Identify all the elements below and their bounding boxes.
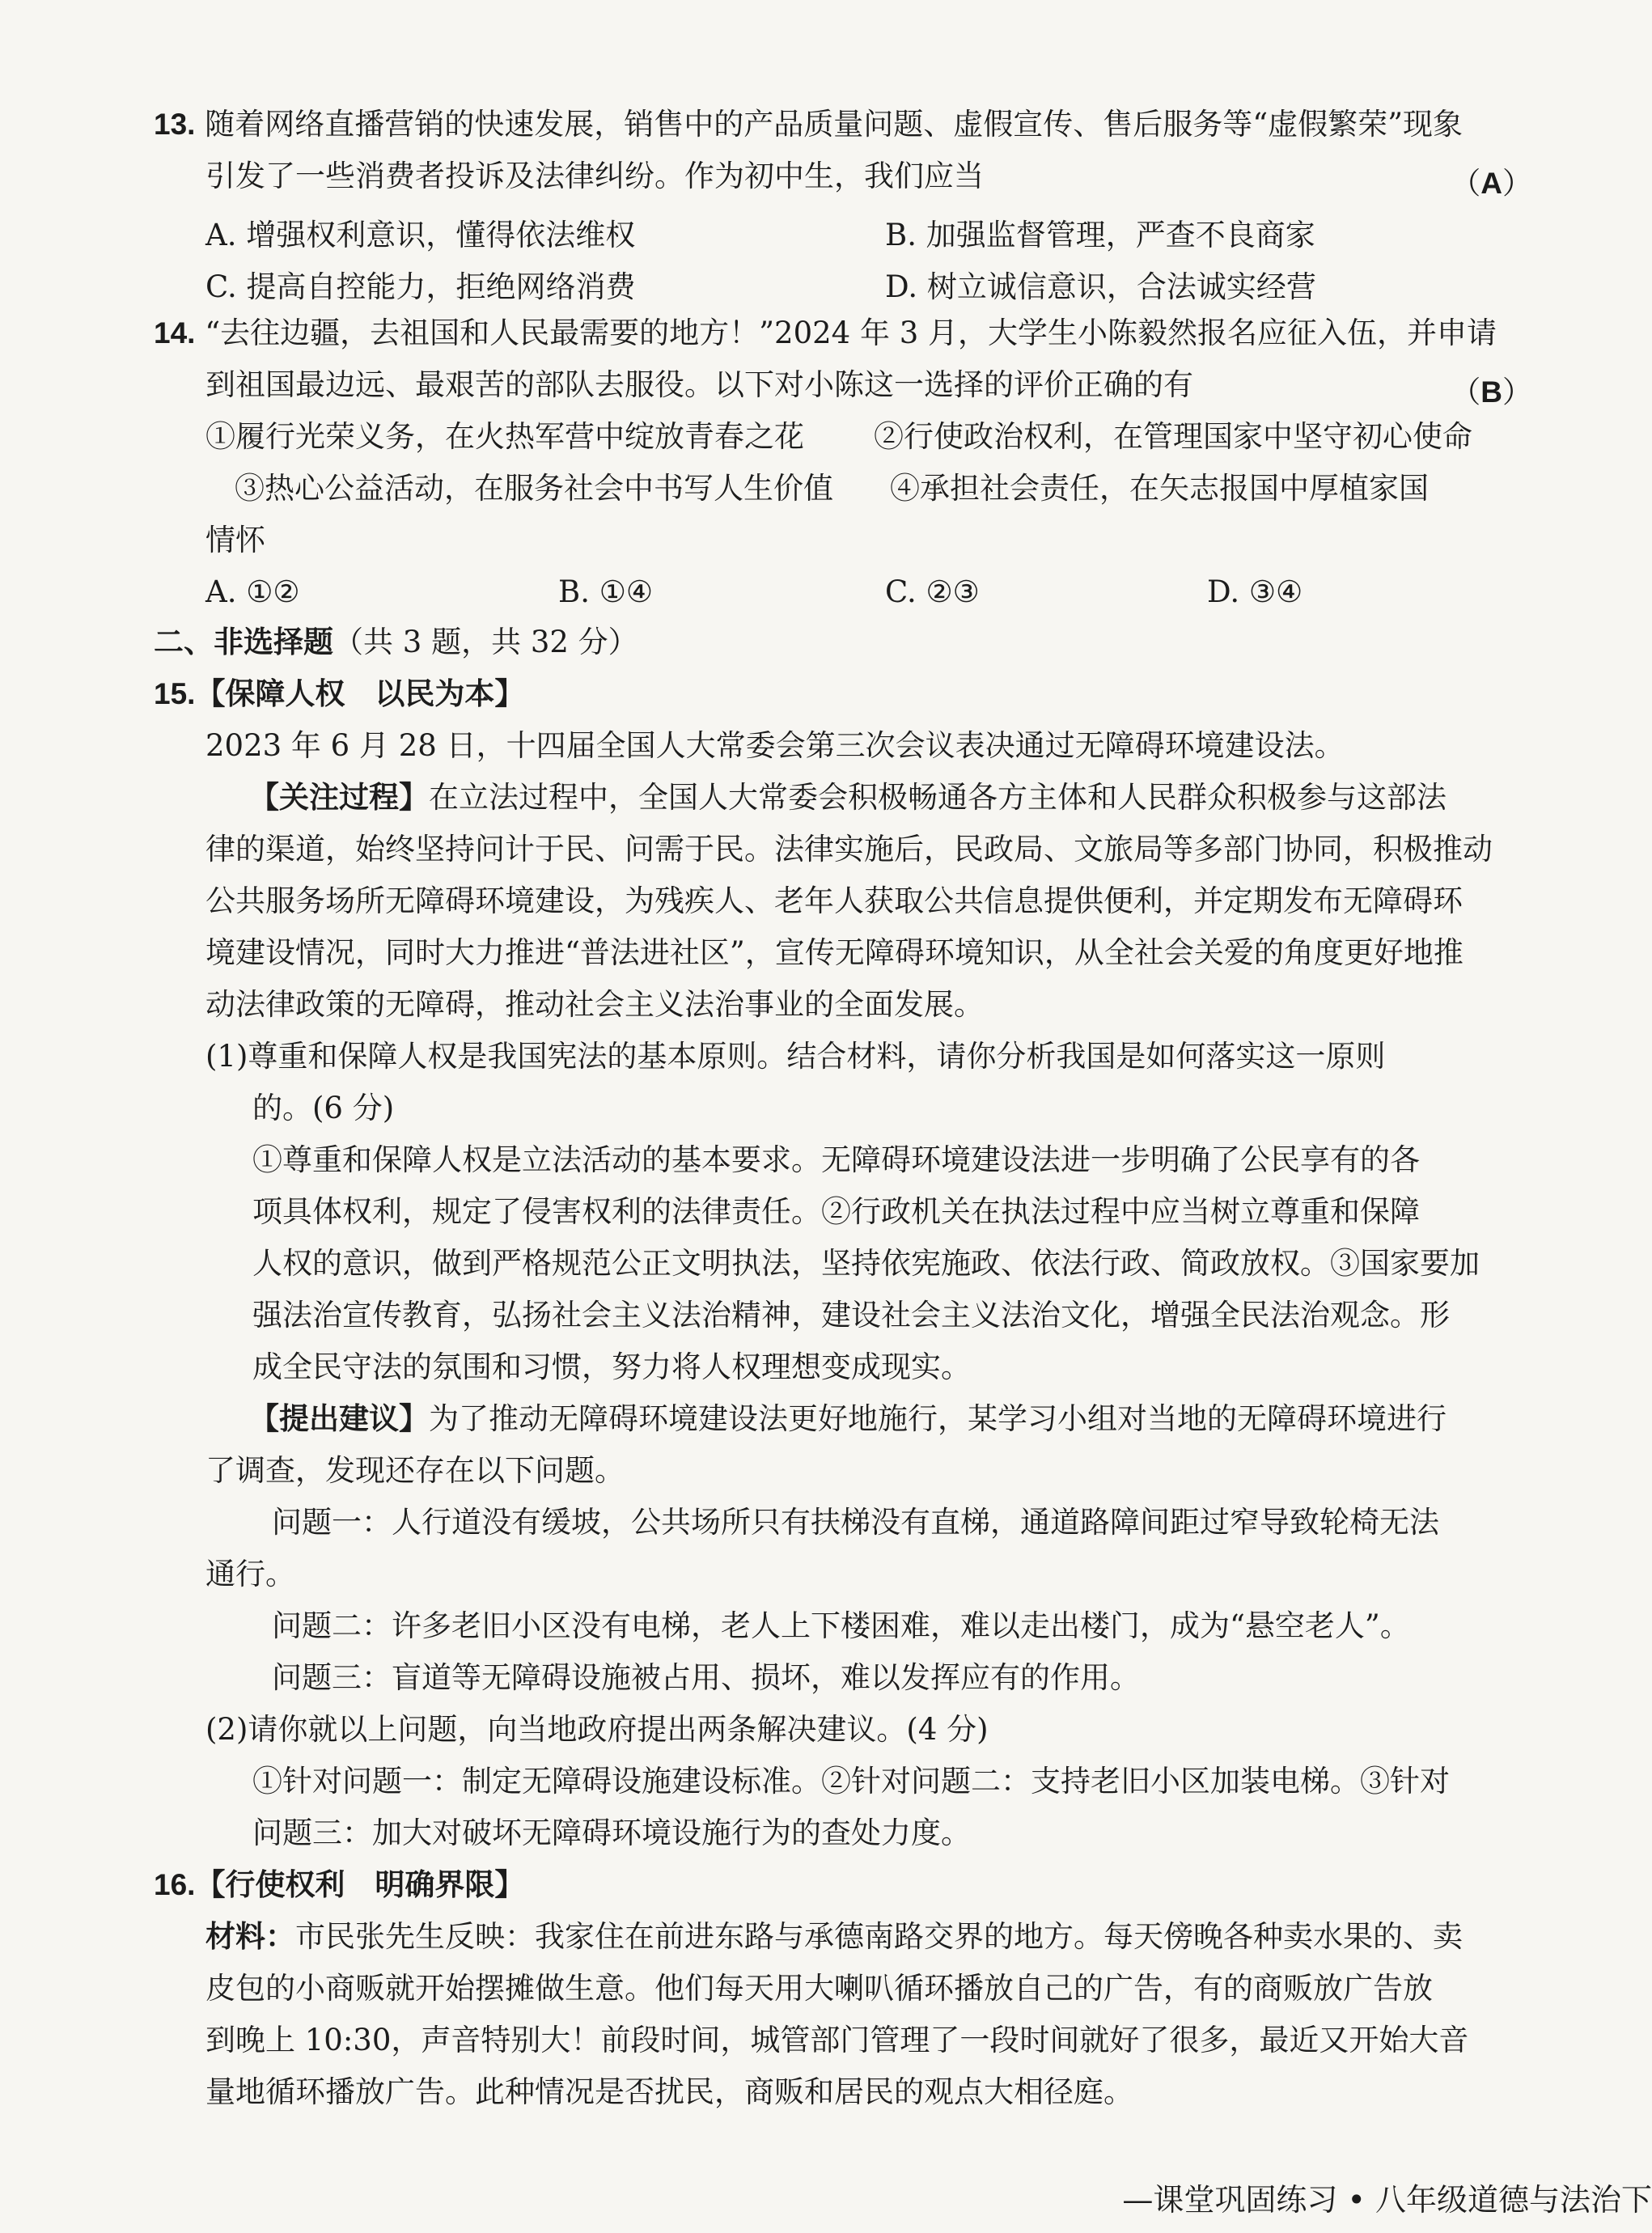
q15-suggest-line1 bbox=[249, 1401, 1447, 1437]
q15-answer2-line2: 问题三：加大对破坏无障碍环境设施行为的查处力度。 bbox=[252, 1816, 971, 1850]
q15-problem1-line1: 问题一：人行道没有缓坡，公共场所只有扶梯没有直梯，通道路障间距过窄导致轮椅无法 bbox=[272, 1505, 1439, 1540]
q13-stem-line2: 引发了一些消费者投诉及法律纠纷。作为初中生，我们应当 bbox=[205, 159, 984, 193]
q13-option-a: A. 增强权利意识，懂得依法维权 bbox=[205, 218, 636, 252]
q15-answer1-line3: 人权的意识，做到严格规范公正文明执法，坚持依宪施政、依法行政、简政放权。③国家要加 bbox=[252, 1246, 1480, 1281]
q15-heading bbox=[154, 676, 524, 712]
q15-sub1-line1: (1)尊重和保障人权是我国宪法的基本原则。结合材料，请你分析我国是如何落实这一原则 bbox=[205, 1039, 1386, 1074]
q15-answer1-line4: 强法治宣传教育，弘扬社会主义法治精神，建设社会主义法治文化，增强全民法治观念。形 bbox=[252, 1298, 1450, 1333]
q14-statement-2: ②行使政治权利，在管理国家中坚守初心使命 bbox=[874, 419, 1472, 454]
q15-focus-line5: 动法律政策的无障碍，推动社会主义法治事业的全面发展。 bbox=[205, 987, 984, 1022]
page-footer: —课堂巩固练习 • 八年级道德与法治下 bbox=[1122, 2182, 1652, 2218]
q16-number: 16. bbox=[154, 1868, 196, 1901]
q13-number: 13. bbox=[154, 108, 196, 141]
q15-suggest-line2: 了调查，发现还存在以下问题。 bbox=[205, 1453, 625, 1488]
q15-focus-line1 bbox=[249, 780, 1447, 816]
q14-option-a: A. ①② bbox=[205, 574, 300, 609]
q16-material-line2: 皮包的小商贩就开始摆摊做生意。他们每天用大喇叭循环播放自己的广告，有的商贩放广告放 bbox=[205, 1971, 1433, 2006]
q15-intro: 2023 年 6 月 28 日，十四届全国人大常委会第三次会议表决通过无障碍环境建设法。 bbox=[205, 728, 1345, 763]
q15-suggest-label: 【提出建议】 bbox=[249, 1401, 429, 1436]
q15-sub2: (2)请你就以上问题，向当地政府提出两条解决建议。(4 分) bbox=[205, 1712, 989, 1747]
q14-answer-open: （ bbox=[1451, 375, 1481, 409]
q15-title: 【保障人权 以民为本】 bbox=[195, 676, 525, 711]
q14-option-d: D. ③④ bbox=[1207, 574, 1303, 609]
q14-answer-close: ） bbox=[1502, 375, 1532, 409]
q15-focus-line3: 公共服务场所无障碍环境建设，为残疾人、老年人获取公共信息提供便利，并定期发布无障碍环 bbox=[205, 883, 1463, 918]
q15-focus-label: 【关注过程】 bbox=[249, 780, 429, 815]
q14-option-b: B. ①④ bbox=[558, 574, 654, 609]
section2-note: （共 3 题，共 32 分） bbox=[333, 625, 638, 659]
q13-line1 bbox=[154, 107, 1463, 142]
q16-heading bbox=[154, 1867, 524, 1903]
q15-suggest-text1: 为了推动无障碍环境建设法更好地施行，某学习小组对当地的无障碍环境进行 bbox=[429, 1401, 1447, 1436]
q16-title: 【行使权利 明确界限】 bbox=[195, 1867, 525, 1902]
q14-stem-line2: 到祖国最边远、最艰苦的部队去服役。以下对小陈这一选择的评价正确的有 bbox=[205, 367, 1193, 402]
q15-problem2: 问题二：许多老旧小区没有电梯，老人上下楼困难，难以走出楼门，成为“悬空老人”。 bbox=[272, 1608, 1410, 1643]
q15-sub1-line2: 的。(6 分) bbox=[252, 1091, 395, 1125]
q14-option-c: C. ②③ bbox=[885, 574, 980, 609]
q15-problem1-line2: 通行。 bbox=[205, 1557, 295, 1591]
q15-focus-line2: 律的渠道，始终坚持问计于民、问需于民。法律实施后，民政局、文旅局等多部门协同，积极推动 bbox=[205, 832, 1493, 867]
q15-answer1-line5: 成全民守法的氛围和习惯，努力将人权理想变成现实。 bbox=[252, 1350, 971, 1384]
q13-option-c: C. 提高自控能力，拒绝网络消费 bbox=[205, 269, 636, 304]
q13-answer-close: ） bbox=[1502, 166, 1532, 201]
q14-number: 14. bbox=[154, 316, 196, 350]
section2-heading bbox=[154, 625, 638, 660]
q15-problem3: 问题三：盲道等无障碍设施被占用、损坏，难以发挥应有的作用。 bbox=[272, 1660, 1140, 1695]
section2-title: 二、非选择题 bbox=[154, 625, 333, 659]
q16-material-line4: 量地循环播放广告。此种情况是否扰民，商贩和居民的观点大相径庭。 bbox=[205, 2074, 1133, 2109]
q16-material-label: 材料： bbox=[205, 1919, 295, 1954]
q13-option-d: D. 树立诚信意识，合法诚实经营 bbox=[885, 269, 1316, 304]
q14-statement-3: ③热心公益活动，在服务社会中书写人生价值 bbox=[235, 471, 833, 506]
q15-answer1-line1: ①尊重和保障人权是立法活动的基本要求。无障碍环境建设法进一步明确了公民享有的各 bbox=[252, 1142, 1420, 1177]
q14-line1 bbox=[154, 316, 1497, 351]
q15-number: 15. bbox=[154, 677, 196, 710]
q15-answer2-line1: ①针对问题一：制定无障碍设施建设标准。②针对问题二：支持老旧小区加装电梯。③针对 bbox=[252, 1764, 1450, 1799]
q13-answer bbox=[1451, 159, 1532, 202]
q15-answer1-line2: 项具体权利，规定了侵害权利的法律责任。②行政机关在执法过程中应当树立尊重和保障 bbox=[252, 1194, 1420, 1229]
q13-answer-letter: A bbox=[1480, 167, 1502, 200]
q13-stem-line1: 随着网络直播营销的快速发展，销售中的产品质量问题、虚假宣传、售后服务等“虚假繁荣”现象 bbox=[205, 107, 1464, 142]
q14-statement-4a: ④承担社会责任，在矢志报国中厚植家国 bbox=[890, 471, 1429, 506]
q14-statement-4b: 情怀 bbox=[205, 523, 265, 557]
q15-focus-text1: 在立法过程中，全国人大常委会积极畅通各方主体和人民群众积极参与这部法 bbox=[429, 780, 1447, 815]
q14-answer bbox=[1451, 367, 1532, 411]
q15-focus-line4: 境建设情况，同时大力推进“普法进社区”，宣传无障碍环境知识，从全社会关爱的角度更好地推 bbox=[205, 935, 1464, 970]
q14-statement-1: ①履行光荣义务，在火热军营中绽放青春之花 bbox=[205, 419, 804, 454]
q16-material-line1 bbox=[205, 1919, 1463, 1955]
q14-stem-line1: “去往边疆，去祖国和人民最需要的地方！”2024 年 3 月，大学生小陈毅然报名应征入伍，并申请 bbox=[205, 316, 1497, 350]
q16-material-text1: 市民张先生反映：我家住在前进东路与承德南路交界的地方。每天傍晚各种卖水果的、卖 bbox=[295, 1919, 1463, 1954]
q13-answer-open: （ bbox=[1451, 166, 1481, 201]
q14-answer-letter: B bbox=[1480, 375, 1502, 409]
q13-option-b: B. 加强监督管理，严查不良商家 bbox=[885, 218, 1315, 252]
q16-material-line3: 到晚上 10:30，声音特别大！前段时间，城管部门管理了一段时间就好了很多，最近又开始大音 bbox=[205, 2023, 1469, 2057]
